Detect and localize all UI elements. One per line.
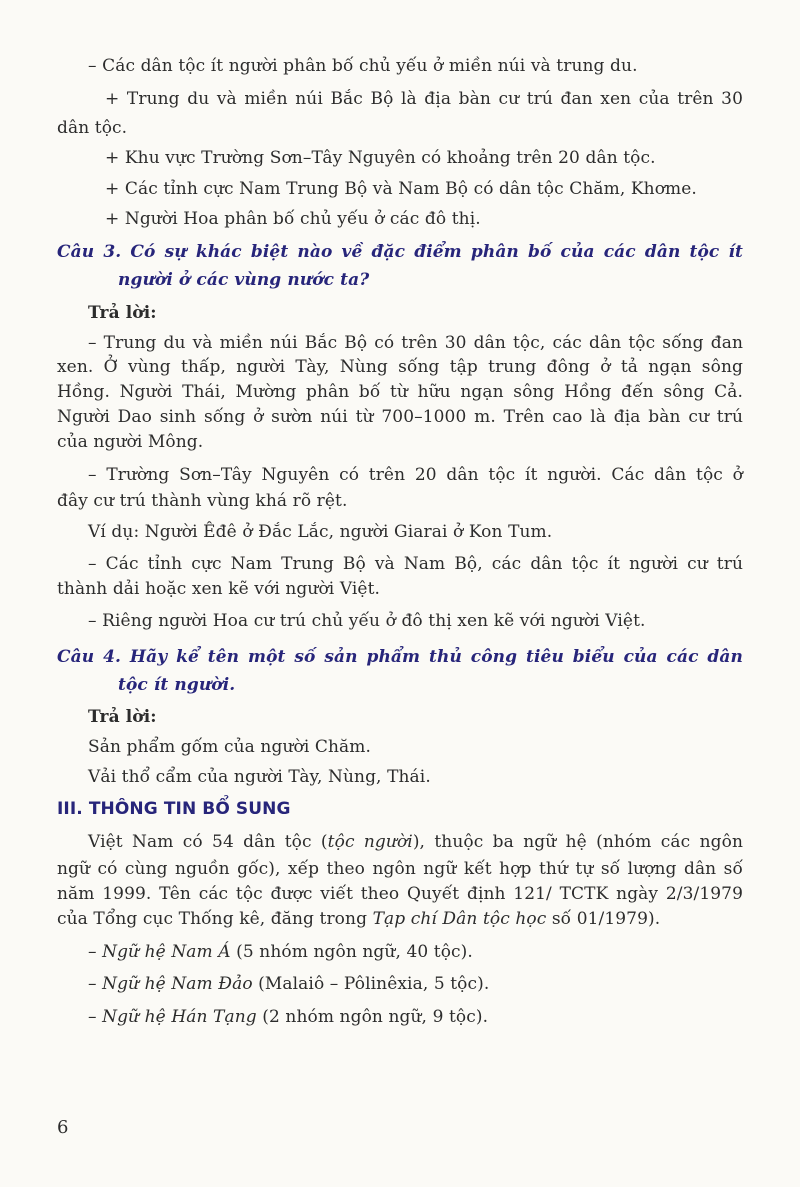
- intro-line-4: + Khu vực Trường Sơn–Tây Nguyên có khoảng trên 20 dân tộc.: [105, 148, 656, 168]
- language-family-item: – Ngữ hệ Hán Tạng (2 nhóm ngôn ngữ, 9 tộc).: [88, 1007, 489, 1027]
- q3-paragraph-5: – Riêng người Hoa cư trú chủ yếu ở đô thị xen kẽ với người Việt.: [88, 611, 646, 631]
- q3-paragraph-2-line-2: đây cư trú thành vùng khá rõ rệt.: [57, 491, 348, 511]
- intro-line-3: dân tộc.: [57, 118, 128, 138]
- q3-example: Ví dụ: Người Êđê ở Đắc Lắc, người Giarai ở Kon Tum.: [88, 522, 553, 542]
- intro-line-2: + Trung du và miền núi Bắc Bộ là địa bàn cư trú đan xen của trên 30: [105, 89, 743, 109]
- q3-paragraph-1-line-3: Hồng. Người Thái, Mường phân bố từ hữu ngạn sông Hồng đến sông Cả.: [57, 382, 743, 402]
- q3-paragraph-4-line-2: thành dải hoặc xen kẽ với người Việt.: [57, 579, 381, 599]
- language-family-item: – Ngữ hệ Nam Đảo (Malaiô – Pôlinêxia, 5 tộc).: [88, 974, 490, 994]
- question-3-answer-label: Trả lời:: [88, 303, 157, 323]
- q3-paragraph-4-line-1: – Các tỉnh cực Nam Trung Bộ và Nam Bộ, các dân tộc ít người cư trú: [88, 554, 743, 574]
- section-3-paragraph-line-2: ngữ có cùng nguồn gốc), xếp theo ngôn ngữ kết hợp thứ tự số lượng dân số: [57, 859, 743, 879]
- section-3-paragraph-line-3: năm 1999. Tên các tộc được viết theo Quyết định 121/ TCTK ngày 2/3/1979: [57, 884, 743, 904]
- page-number: 6: [57, 1117, 69, 1138]
- intro-line-6: + Người Hoa phân bố chủ yếu ở các đô thị.: [105, 209, 481, 229]
- intro-line-5: + Các tỉnh cực Nam Trung Bộ và Nam Bộ có dân tộc Chăm, Khơme.: [105, 179, 697, 199]
- q3-paragraph-1-line-4: Người Dao sinh sống ở sườn núi từ 700–1000 m. Trên cao là địa bàn cư trú: [57, 407, 743, 427]
- q4-answer-1: Sản phẩm gốm của người Chăm.: [88, 737, 371, 757]
- question-4-answer-label: Trả lời:: [88, 707, 157, 727]
- language-family-item: – Ngữ hệ Nam Á (5 nhóm ngôn ngữ, 40 tộc).: [88, 942, 473, 962]
- q3-paragraph-1-line-5: của người Mông.: [57, 432, 204, 452]
- question-4-line-2: tộc ít người.: [118, 675, 236, 695]
- section-3-paragraph-line-1: Việt Nam có 54 dân tộc (tộc người), thuộc ba ngữ hệ (nhóm các ngôn: [88, 832, 743, 852]
- q3-paragraph-2-line-1: – Trường Sơn–Tây Nguyên có trên 20 dân tộc ít người. Các dân tộc ở: [88, 465, 743, 485]
- q4-answer-2: Vải thổ cẩm của người Tày, Nùng, Thái.: [88, 767, 431, 787]
- q3-paragraph-1-line-1: – Trung du và miền núi Bắc Bộ có trên 30 dân tộc, các dân tộc sống đan: [88, 333, 743, 353]
- intro-line-1: – Các dân tộc ít người phân bố chủ yếu ở miền núi và trung du.: [88, 56, 638, 76]
- q3-paragraph-1-line-2: xen. Ở vùng thấp, người Tày, Nùng sống tập trung đông ở tả ngạn sông: [57, 357, 743, 377]
- section-3-heading: III. THÔNG TIN BỔ SUNG: [57, 799, 291, 819]
- question-3-line-1: Câu 3. Có sự khác biệt nào về đặc điểm phân bố của các dân tộc ít: [57, 242, 743, 262]
- question-3-line-2: người ở các vùng nước ta?: [118, 270, 370, 290]
- question-4-line-1: Câu 4. Hãy kể tên một số sản phẩm thủ công tiêu biểu của các dân: [57, 647, 743, 667]
- section-3-paragraph-line-4: của Tổng cục Thống kê, đăng trong Tạp chí Dân tộc học số 01/1979).: [57, 909, 661, 929]
